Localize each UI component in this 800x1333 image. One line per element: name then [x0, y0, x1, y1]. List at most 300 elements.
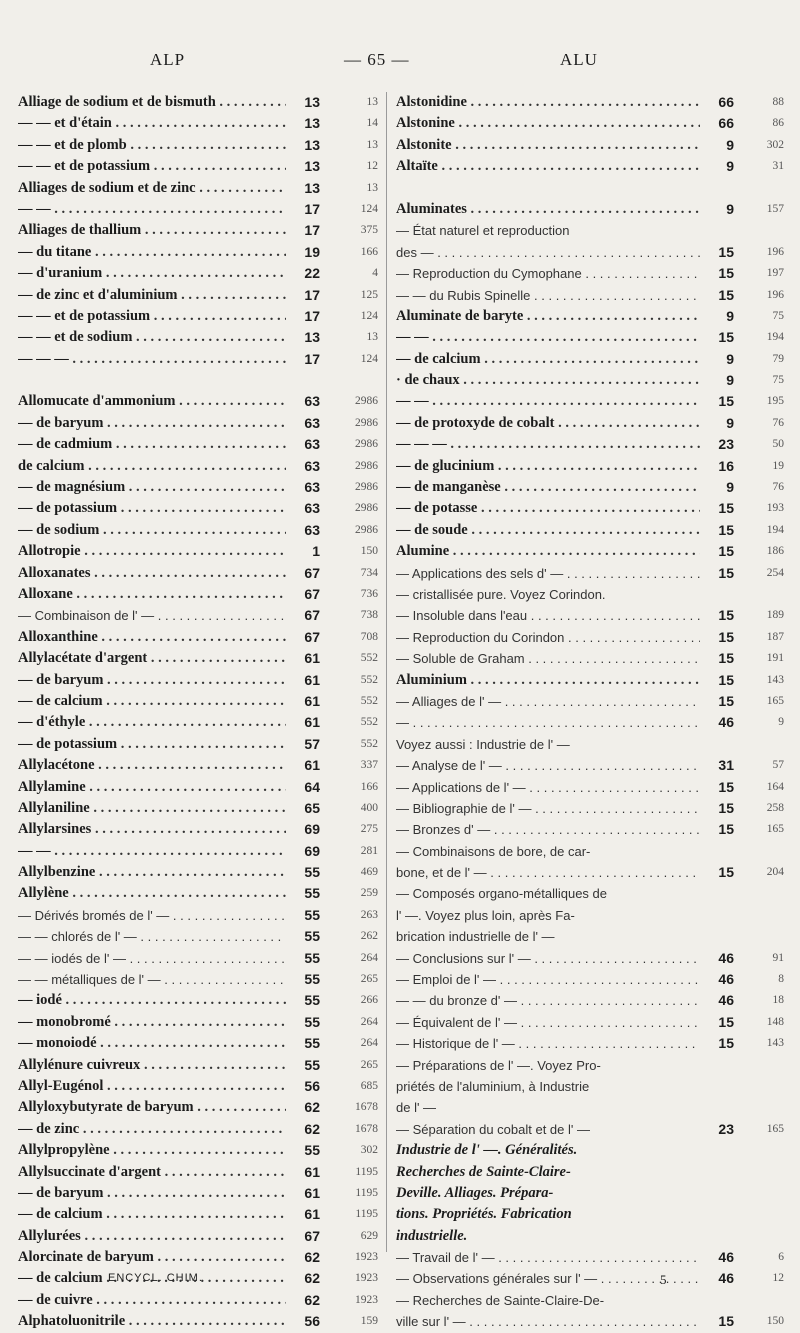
entry-page: 375 — [360, 224, 378, 237]
entry-term: Allyl-Eugénol . . . — [18, 1076, 286, 1097]
entry-page: 18 — [772, 994, 784, 1007]
entry-term: — . . . — [396, 712, 700, 733]
entry-volume: 55 — [304, 906, 320, 923]
entry-volume: 61 — [304, 1163, 320, 1180]
entry-page: 196 — [766, 245, 784, 258]
index-entry — [18, 712, 378, 733]
entry-page: 265 — [360, 973, 378, 986]
index-entry — [396, 670, 784, 691]
entry-volume — [700, 220, 734, 241]
entry-volume: 61 — [304, 757, 320, 774]
entry-volume: 55 — [304, 992, 320, 1009]
index-entry — [396, 327, 784, 348]
entry-volume: 15 — [718, 799, 734, 816]
entry-term: — Historique de l' — . . . — [396, 1033, 700, 1054]
entry-term: Allylsuccinate d'argent . . . — [18, 1162, 286, 1183]
index-entry — [396, 1055, 784, 1076]
entry-term: — Préparations de l' —. Voyez Pro- — [396, 1057, 601, 1073]
entry-volume: 67 — [304, 628, 320, 645]
entry-page: 263 — [360, 908, 378, 921]
entry-page — [734, 1055, 784, 1076]
entry-volume: 46 — [718, 949, 734, 966]
index-entry — [396, 1140, 784, 1161]
entry-page — [734, 1076, 784, 1097]
entry-volume: 15 — [718, 671, 734, 688]
entry-page: 552 — [360, 737, 378, 750]
entry-volume: 13 — [304, 136, 320, 153]
entry-term: Deville. Alliages. Prépara- — [396, 1184, 554, 1201]
index-entry — [396, 905, 784, 926]
entry-term: — de cuivre . . . — [18, 1290, 286, 1311]
entry-term: Alphatoluonitrile . . . — [18, 1311, 286, 1332]
index-entry — [396, 691, 784, 712]
entry-volume: 15 — [718, 821, 734, 838]
index-entry — [18, 327, 378, 348]
entry-volume — [700, 841, 734, 862]
entry-term: — de calcium . . . — [18, 691, 286, 712]
entry-page: 2986 — [355, 502, 378, 515]
entry-term: — Soluble de Graham . . . — [396, 648, 700, 669]
index-entry — [18, 883, 378, 904]
entry-term: — Applications de l' — . . . — [396, 777, 700, 798]
entry-term: l' —. Voyez plus loin, après Fa- — [396, 907, 575, 923]
index-entry — [396, 520, 784, 541]
entry-term: Alloxane . . . — [18, 584, 286, 605]
entry-volume: 15 — [718, 500, 734, 517]
entry-term: — Observations générales sur l' — . . . — [396, 1268, 700, 1289]
entry-page: 150 — [766, 1315, 784, 1328]
index-entry — [396, 862, 784, 883]
entry-volume — [700, 1290, 734, 1311]
entry-term: Alliages de sodium et de zinc . . . — [18, 178, 286, 199]
index-entry — [396, 92, 784, 113]
entry-page: 86 — [772, 117, 784, 130]
entry-term: — de calcium . . . — [18, 1268, 286, 1289]
index-entry — [18, 1290, 378, 1311]
entry-term: Allylamine . . . — [18, 777, 286, 798]
entry-volume: 62 — [304, 1249, 320, 1266]
entry-page: 2986 — [355, 395, 378, 408]
entry-page: 1678 — [355, 1122, 378, 1135]
entry-term: Industrie de l' —. Généralités. — [396, 1142, 578, 1159]
entry-term: — État naturel et reproduction — [396, 223, 570, 239]
entry-page: 266 — [360, 994, 378, 1007]
index-entry — [396, 712, 784, 733]
entry-page: 2986 — [355, 523, 378, 536]
entry-term: — de manganèse . . . — [396, 477, 700, 498]
entry-volume: 46 — [718, 1270, 734, 1287]
entry-page — [734, 1204, 784, 1225]
entry-page: 469 — [360, 866, 378, 879]
index-entry — [18, 1119, 378, 1140]
entry-page: 2986 — [355, 438, 378, 451]
index-entry — [18, 349, 378, 370]
entry-page: 400 — [360, 801, 378, 814]
entry-volume: 46 — [718, 992, 734, 1009]
entry-volume: 15 — [718, 243, 734, 260]
index-entry — [396, 734, 784, 755]
entry-volume: 62 — [304, 1291, 320, 1308]
entry-volume: 57 — [304, 735, 320, 752]
entry-page: 685 — [360, 1079, 378, 1092]
entry-volume: 13 — [304, 329, 320, 346]
entry-volume: 67 — [304, 585, 320, 602]
index-entry — [396, 1162, 784, 1183]
entry-page — [734, 178, 784, 199]
entry-volume: 13 — [304, 179, 320, 196]
index-entry — [18, 135, 378, 156]
index-entry — [396, 477, 784, 498]
entry-volume: 15 — [718, 607, 734, 624]
index-entry — [18, 969, 378, 990]
index-entry — [18, 1162, 378, 1183]
index-entry — [18, 584, 378, 605]
index-entry — [396, 178, 784, 199]
entry-term: tions. Propriétés. Fabrication — [396, 1206, 572, 1223]
entry-page: 196 — [766, 288, 784, 301]
entry-page: 124 — [360, 202, 378, 215]
entry-term: — de soude . . . — [396, 520, 700, 541]
entry-page: 50 — [772, 438, 784, 451]
entry-page: 13 — [366, 331, 378, 344]
entry-volume: 9 — [726, 136, 734, 153]
index-entry — [396, 755, 784, 776]
entry-page: 75 — [772, 374, 784, 387]
entry-volume: 63 — [304, 479, 320, 496]
index-entry — [18, 178, 378, 199]
entry-term: — du titane . . . — [18, 242, 286, 263]
index-entry — [396, 1204, 784, 1225]
entry-term: — Équivalent de l' — . . . — [396, 1012, 700, 1033]
entry-term: — — — . . . — [18, 349, 286, 370]
entry-volume: 17 — [304, 350, 320, 367]
index-entry — [18, 1033, 378, 1054]
index-entry — [18, 1055, 378, 1076]
entry-term: Allylacétone . . . — [18, 755, 286, 776]
index-entry — [18, 605, 378, 626]
entry-term: — — métalliques de l' — . . . — [18, 969, 286, 990]
entry-page: 193 — [766, 502, 784, 515]
entry-term: Allylacétate d'argent . . . — [18, 648, 286, 669]
entry-term: · de chaux . . . — [396, 370, 700, 391]
entry-page: 552 — [360, 716, 378, 729]
entry-volume: 63 — [304, 436, 320, 453]
entry-term: — Bibliographie de l' — . . . — [396, 798, 700, 819]
index-entry — [18, 370, 378, 391]
entry-page: 738 — [360, 609, 378, 622]
index-entry — [18, 498, 378, 519]
index-entry — [396, 841, 784, 862]
entry-volume — [700, 178, 734, 199]
entry-page — [734, 883, 784, 904]
entry-volume: 15 — [718, 864, 734, 881]
entry-volume: 55 — [304, 1056, 320, 1073]
entry-page: 6 — [778, 1251, 784, 1264]
footer-signature: ENCYCL. CHIM. — [108, 1272, 203, 1284]
entry-page: 197 — [766, 267, 784, 280]
entry-page: 254 — [766, 566, 784, 579]
entry-page: 8 — [778, 973, 784, 986]
entry-term: — Travail de l' — . . . — [396, 1247, 700, 1268]
entry-volume: 9 — [726, 307, 734, 324]
entry-page: 166 — [360, 780, 378, 793]
index-entry — [396, 285, 784, 306]
entry-volume: 63 — [304, 414, 320, 431]
entry-term: — Analyse de l' — . . . — [396, 755, 700, 776]
entry-volume: 63 — [304, 500, 320, 517]
entry-page: 159 — [360, 1315, 378, 1328]
entry-term: — de baryum . . . — [18, 1183, 286, 1204]
entry-term — [396, 178, 700, 199]
entry-term: — de magnésium . . . — [18, 477, 286, 498]
entry-volume: 61 — [304, 671, 320, 688]
entry-term: — — . . . — [396, 391, 700, 412]
entry-volume: 23 — [718, 1120, 734, 1137]
entry-volume — [700, 905, 734, 926]
entry-volume — [700, 1076, 734, 1097]
index-entry — [18, 1311, 378, 1332]
entry-page: 165 — [766, 1122, 784, 1135]
entry-page: 165 — [766, 823, 784, 836]
index-entry — [18, 1076, 378, 1097]
index-entry — [396, 1012, 784, 1033]
entry-term — [18, 370, 286, 391]
entry-volume: 31 — [718, 757, 734, 774]
entry-volume: 9 — [726, 479, 734, 496]
entry-volume: 63 — [304, 393, 320, 410]
entry-volume — [700, 1204, 734, 1225]
entry-page: 1923 — [355, 1251, 378, 1264]
entry-term: — Applications des sels d' — . . . — [396, 563, 700, 584]
footer-sheet-number: 5 — [660, 1272, 667, 1287]
entry-volume: 61 — [304, 692, 320, 709]
entry-page: 191 — [766, 652, 784, 665]
page-header — [0, 50, 800, 80]
entry-volume: 55 — [304, 885, 320, 902]
entry-page: 194 — [766, 331, 784, 344]
entry-page: 187 — [766, 630, 784, 643]
entry-page: 79 — [772, 352, 784, 365]
index-entry — [396, 349, 784, 370]
entry-page: 281 — [360, 844, 378, 857]
entry-volume — [700, 734, 734, 755]
entry-term: — — et de sodium . . . — [18, 327, 286, 348]
entry-term: Aluminate de baryte . . . — [396, 306, 700, 327]
entry-page: 259 — [360, 887, 378, 900]
entry-page — [734, 584, 784, 605]
column-divider — [386, 92, 387, 1252]
index-entry — [18, 841, 378, 862]
entry-term: Allylurées . . . — [18, 1226, 286, 1247]
entry-page: 204 — [766, 866, 784, 879]
entry-term: — d'uranium . . . — [18, 263, 286, 284]
index-entry — [18, 990, 378, 1011]
header-right-term: ALU — [560, 50, 598, 69]
entry-term: de calcium . . . — [18, 456, 286, 477]
entry-volume: 9 — [726, 158, 734, 175]
entry-term: — de potassium . . . — [18, 734, 286, 755]
index-entry — [396, 434, 784, 455]
entry-term: Alorcinate de baryum . . . — [18, 1247, 286, 1268]
index-entry — [396, 1033, 784, 1054]
entry-volume: 55 — [304, 1142, 320, 1159]
entry-page: 734 — [360, 566, 378, 579]
entry-volume — [700, 1183, 734, 1204]
index-entry — [18, 456, 378, 477]
entry-page: 189 — [766, 609, 784, 622]
entry-volume — [700, 926, 734, 947]
entry-page: 262 — [360, 930, 378, 943]
index-entry — [18, 242, 378, 263]
index-entry — [396, 798, 784, 819]
entry-term: — de sodium . . . — [18, 520, 286, 541]
entry-page: 1678 — [355, 1101, 378, 1114]
entry-volume: 67 — [304, 607, 320, 624]
entry-volume: 66 — [718, 115, 734, 132]
entry-term: — Bronzes d' — . . . — [396, 819, 700, 840]
index-entry — [18, 263, 378, 284]
entry-term: Alumine . . . — [396, 541, 700, 562]
entry-term: Allylarsines . . . — [18, 819, 286, 840]
entry-page: 195 — [766, 395, 784, 408]
entry-volume: 15 — [718, 1013, 734, 1030]
index-entry — [396, 1183, 784, 1204]
entry-page: 1923 — [355, 1293, 378, 1306]
index-entry — [18, 563, 378, 584]
entry-volume: 15 — [718, 692, 734, 709]
index-entry — [396, 263, 784, 284]
entry-term: — de calcium . . . — [396, 349, 700, 370]
entry-term: — — . . . — [18, 199, 286, 220]
entry-term: — monobromé . . . — [18, 1012, 286, 1033]
entry-volume: 17 — [304, 200, 320, 217]
entry-term: — — iodés de l' — . . . — [18, 948, 286, 969]
entry-page: 736 — [360, 587, 378, 600]
index-entry — [18, 926, 378, 947]
entry-volume: 55 — [304, 1035, 320, 1052]
entry-term: priétés de l'aluminium, à Industrie — [396, 1078, 590, 1094]
index-entry — [18, 477, 378, 498]
index-entry — [18, 1140, 378, 1161]
entry-term: — — . . . — [18, 841, 286, 862]
index-entry — [396, 135, 784, 156]
index-entry — [18, 1183, 378, 1204]
entry-term: des — . . . — [396, 242, 700, 263]
entry-term: — de glucinium . . . — [396, 456, 700, 477]
entry-term: Alstonidine . . . — [396, 92, 700, 113]
entry-page: 88 — [772, 96, 784, 108]
entry-term: Allyloxybutyrate de baryum . . . — [18, 1097, 286, 1118]
index-entry — [18, 1204, 378, 1225]
entry-term: — Séparation du cobalt et de l' — — [396, 1121, 590, 1137]
entry-page: 124 — [360, 309, 378, 322]
entry-term: bone, et de l' — . . . — [396, 862, 700, 883]
entry-term: — — . . . — [396, 327, 700, 348]
entry-term: — Insoluble dans l'eau . . . — [396, 605, 700, 626]
entry-page: 19 — [772, 459, 784, 472]
index-entry — [396, 1247, 784, 1268]
entry-term: ville sur l' — . . . — [396, 1311, 700, 1332]
entry-page — [734, 905, 784, 926]
index-entry — [18, 541, 378, 562]
entry-page: 302 — [360, 1144, 378, 1157]
entry-term: — Conclusions sur l' — . . . — [396, 948, 700, 969]
index-entry — [396, 883, 784, 904]
index-entry — [396, 926, 784, 947]
entry-term: — d'éthyle . . . — [18, 712, 286, 733]
index-entry — [18, 434, 378, 455]
entry-page: 2986 — [355, 416, 378, 429]
entry-term: — — du bronze d' — . . . — [396, 990, 700, 1011]
entry-term: — de zinc . . . — [18, 1119, 286, 1140]
entry-volume: 15 — [718, 564, 734, 581]
entry-term: de l' — — [396, 1100, 437, 1116]
entry-volume: 17 — [304, 307, 320, 324]
entry-term: brication industrielle de l' — — [396, 929, 555, 945]
entry-page — [734, 734, 784, 755]
entry-volume — [286, 370, 320, 391]
entry-term: Allylénure cuivreux . . . — [18, 1055, 286, 1076]
entry-volume: 55 — [304, 864, 320, 881]
entry-term: Allylpropylène . . . — [18, 1140, 286, 1161]
entry-volume — [700, 1162, 734, 1183]
entry-term: — de potasse . . . — [396, 498, 700, 519]
entry-term: — de calcium . . . — [18, 1204, 286, 1225]
entry-term: — de zinc et d'aluminium . . . — [18, 285, 286, 306]
entry-page — [734, 220, 784, 241]
index-entry — [396, 456, 784, 477]
entry-page: 2986 — [355, 481, 378, 494]
index-entry — [396, 648, 784, 669]
entry-page: 164 — [766, 780, 784, 793]
entry-term: — — et de plomb . . . — [18, 135, 286, 156]
entry-term: Allomucate d'ammonium . . . — [18, 391, 286, 412]
entry-volume: 15 — [718, 1035, 734, 1052]
entry-page: 91 — [772, 951, 784, 964]
index-entry — [396, 948, 784, 969]
index-entry — [396, 199, 784, 220]
entry-term: — de cadmium . . . — [18, 434, 286, 455]
entry-page: 629 — [360, 1229, 378, 1242]
entry-page: 57 — [772, 759, 784, 772]
entry-volume: 13 — [304, 158, 320, 175]
index-entry — [18, 862, 378, 883]
entry-volume: 9 — [726, 200, 734, 217]
entry-volume — [700, 1097, 734, 1118]
index-entry — [18, 220, 378, 241]
entry-page: 552 — [360, 673, 378, 686]
entry-page — [320, 370, 378, 391]
index-entry — [18, 113, 378, 134]
entry-page: 264 — [360, 1015, 378, 1028]
index-entry — [396, 498, 784, 519]
index-entry — [396, 391, 784, 412]
entry-term: Alliages de thallium . . . — [18, 220, 286, 241]
index-entry — [396, 1311, 784, 1332]
index-entry — [396, 541, 784, 562]
page-footer — [0, 1272, 800, 1292]
index-entry — [18, 306, 378, 327]
right-index-column — [396, 92, 784, 1333]
entry-volume — [700, 883, 734, 904]
index-entry — [18, 734, 378, 755]
entry-volume: 55 — [304, 971, 320, 988]
entry-term: Allylène . . . — [18, 883, 286, 904]
entry-volume: 23 — [718, 436, 734, 453]
entry-term: — Composés organo-métalliques de — [396, 886, 607, 902]
entry-term: — iodé . . . — [18, 990, 286, 1011]
entry-volume: 69 — [304, 821, 320, 838]
